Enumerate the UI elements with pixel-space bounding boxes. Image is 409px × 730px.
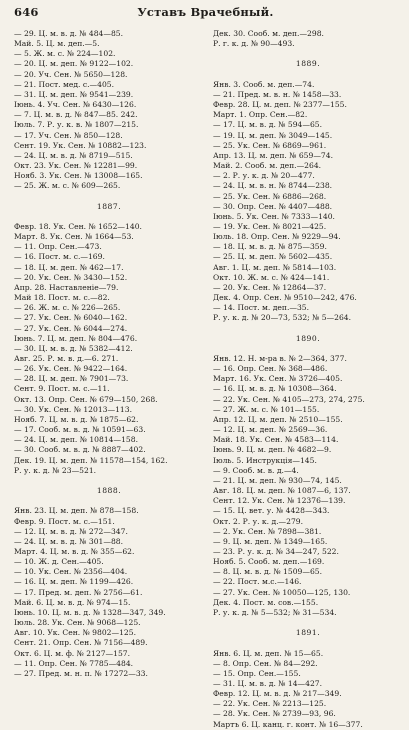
- index-entry: — 21. Пост. мед. с.—405.: [14, 79, 115, 89]
- index-entry: Окт. 6. Ц. м. ф. № 2127—157.: [14, 648, 131, 658]
- index-entry: Дек. 4. Опр. Сен. № 9510—242, 476.: [213, 293, 357, 303]
- index-entry: Февр. 28. Ц. м. деп. № 2377—155.: [213, 100, 347, 110]
- index-entry: — 31. Ц. м. деп. № 9541—239.: [14, 89, 134, 99]
- index-entry: Сент. 19. Ук. Сен. № 10882—123.: [14, 140, 147, 150]
- index-entry: Май. 18. Ук. Сен. № 4583—114.: [213, 435, 339, 445]
- index-entry: — 30. Опр. Сен. № 4407—488.: [213, 201, 333, 211]
- year-heading: 1889.: [295, 59, 321, 69]
- index-entry: Іюль. 7. Р. у. к. в. № 1807—215.: [14, 120, 139, 130]
- blank-line: [14, 496, 204, 506]
- index-entry: Май 18. Пост. м. с.—82.: [14, 293, 110, 303]
- index-entry: Авг. 25. Р. м. в. д.—6. 271.: [14, 354, 119, 363]
- index-entry: — 22. Ук. Сен. № 2213—125.: [213, 699, 327, 709]
- blank-line: [213, 618, 403, 628]
- index-entry: Нояб. 3. Ук. Сен. № 13008—165.: [14, 171, 143, 181]
- index-entry: — 29. Ц. м. в. д. № 484—85.: [14, 29, 124, 38]
- index-entry: — 11. Опр. Сен.—473.: [14, 242, 102, 252]
- index-entry: — 27. Ук. Сен. № 6044—274.: [14, 323, 128, 333]
- blank-line: [14, 476, 204, 486]
- index-entry: Окт. 2. Р. у. к. д.—279.: [213, 516, 304, 526]
- index-entry: — 28. Ц. м. деп. № 7901—73.: [14, 374, 129, 384]
- index-entry: Май. 2. Сооб. м. деп.—264.: [213, 161, 322, 171]
- index-entry: Окт. 23. Ук. Сен. № 12281—99.: [14, 161, 138, 171]
- index-entry: Іюль. 5. Инструкція—145.: [213, 455, 317, 465]
- index-entry: Янв. 12. Н. м-ра в. № 2—364, 377.: [213, 354, 347, 363]
- index-entry: Авг. 18. Ц. м. деп. № 1087—6, 137.: [213, 486, 351, 496]
- index-entry: Сент. 9. Пост. м. с.—11.: [14, 384, 110, 394]
- index-entry: — 2. Р. у. к. д. № 20—477.: [213, 171, 315, 181]
- index-entry: — 27. Ук. Сен. № 10050—125, 130.: [213, 587, 351, 597]
- page-number: 646: [14, 5, 39, 19]
- index-entry: Мартъ 6. Ц. канц. г. конт. № 16—377.: [213, 719, 363, 729]
- index-entry: Апр. 12. Ц. м. деп. № 2510—155.: [213, 414, 343, 424]
- index-entry: — 18. Ц. м. в. д. № 875—359.: [213, 242, 327, 252]
- index-entry: Март. 1. Опр. Сен.—82.: [213, 110, 308, 120]
- index-entry: Янв. 3. Сооб. м. деп.—74.: [213, 79, 315, 89]
- index-entry: — 25. Ц. м. деп. № 5602—435.: [213, 252, 333, 262]
- index-entry: — 20. Ук. Сен. № 3430—152.: [14, 272, 128, 282]
- index-entry: — 15. Опр. Сен.—155.: [213, 668, 301, 678]
- index-entry: — 20. Уч. Сен. № 5650—128.: [14, 69, 128, 79]
- index-entry: — 9. Сооб. м. в. д.—4.: [213, 465, 299, 475]
- index-entry: — 25. Ук. Сен. № 6886—268.: [213, 191, 327, 201]
- index-entry: — 18. Ц. м. деп. № 462—17.: [14, 262, 124, 272]
- index-entry: Авг. 10. Ук. Сен. № 9802—125.: [14, 628, 137, 638]
- index-entry: Март. 4. Ц. м. в. д. № 355—62.: [14, 546, 135, 556]
- index-entry: Март. 8. Ук. Сен. № 1664—53.: [14, 232, 134, 242]
- index-entry: — 10. Ук. Сен. № 2356—404.: [14, 567, 128, 577]
- index-entry: — 30. Сооб. м. в. д. № 8887—402.: [14, 445, 146, 455]
- index-entry: Іюнь. 7. Ц. м. деп. № 804—476.: [14, 333, 138, 343]
- blank-line: [14, 192, 204, 202]
- index-entry: — 30. Ук. Сен. № 12013—113.: [14, 404, 133, 414]
- index-entry: — 27. Ук. Сен. № 6040—162.: [14, 313, 128, 323]
- index-entry: — 15. Ц. вет. у. № 4428—343.: [213, 506, 330, 516]
- index-entry: — 16. Опр. Сен. № 368—486.: [213, 364, 328, 374]
- index-entry: Нояб. 5. Сооб. м. деп.—169.: [213, 557, 325, 567]
- index-entry: — 17. Сооб. м. в. д. № 10591—63.: [14, 425, 146, 435]
- index-entry: Р. у. к. д. № 23—521.: [14, 465, 97, 475]
- blank-line: [213, 344, 403, 354]
- index-entry: — 9. Ц. м. деп. № 1349—165.: [213, 536, 328, 546]
- index-entry: — 26. Ук. Сен. № 9422—164.: [14, 364, 128, 374]
- blank-line: [213, 49, 403, 59]
- index-entry: — 11. Опр. Сен. № 7785—484.: [14, 658, 134, 668]
- index-entry: — 27. Пред. м. н. п. № 17272—33.: [14, 668, 148, 678]
- index-entry: Р. у. к. д. № 5—532; № 31—534.: [213, 607, 337, 617]
- index-entry: Сент. 21. Опр. Сен. № 7156—489.: [14, 638, 148, 648]
- index-entry: — 27. Ж. м. с. № 101—155.: [213, 404, 320, 414]
- index-entry: — 22. Пост. м.с.—146.: [213, 577, 302, 587]
- index-entry: Февр. 9. Пост. м. с.—151.: [14, 516, 115, 526]
- index-entry: — 25. Ж. м. с. № 609—265.: [14, 181, 121, 191]
- index-entry: Авг. 1. Ц. м. деп. № 5814—103.: [213, 262, 337, 272]
- index-entry: — 24. Ц. м. в. д. № 301—88.: [14, 536, 124, 546]
- index-entry: — 14. Пост. м. деп.—35.: [213, 303, 310, 313]
- index-entry: Февр. 12. Ц. м. в. д. № 217—349.: [213, 689, 342, 699]
- index-entry: Іюнь. 9. Ц. м. деп. № 4682—9.: [213, 445, 332, 455]
- index-entry: — 17. Пред. м. деп. № 2756—61.: [14, 587, 143, 597]
- index-entry: Іюль. 28. Ук. Сен. № 9068—125.: [14, 618, 141, 628]
- blank-line: [14, 212, 204, 222]
- index-entry: — 31. Ц. м. в. д. № 14—427.: [213, 679, 323, 688]
- index-entry: — 24. Ц. м. деп. № 10814—158.: [14, 435, 138, 445]
- index-entry: — 19. Ук. Сен. № 8021—425.: [213, 221, 327, 231]
- index-entry: — 20. Ц. м. деп. № 9122—102.: [14, 59, 134, 69]
- index-entry: — 7. Ц. м. в. д. № 847—85. 242.: [14, 110, 138, 120]
- index-entry: — 25. Ук. Сен. № 6869—961.: [213, 140, 327, 150]
- index-entry: Апр. 13. Ц. м. деп. № 659—74.: [213, 150, 333, 160]
- index-entry: — 26. Ж. м. с. № 226—265.: [14, 303, 121, 313]
- index-entry: Май. 5. Ц. м. деп.—5.: [14, 39, 100, 49]
- blank-line: [213, 70, 403, 80]
- index-entry: Апр. 28. Наставленіе—79.: [14, 282, 119, 292]
- index-entry: — 5. Ж. м. с. № 224—102.: [14, 49, 116, 59]
- index-entry: — 24. Ц. м. в. д. № 8719—515.: [14, 150, 133, 160]
- index-entry: — 21. Пред. м. в. н. № 1458—33.: [213, 89, 342, 99]
- index-entry: — 2. Ук. Сен. № 7898—381.: [213, 526, 322, 536]
- index-entry: Нояб. 7. Ц. м. в. д. № 1875—62.: [14, 414, 139, 424]
- year-heading: 1891.: [295, 628, 321, 638]
- index-entry: Іюнь. 4. Уч. Сен. № 6430—126.: [14, 100, 137, 110]
- index-entry: Янв. 23. Ц. м. деп. № 878—158.: [14, 506, 139, 516]
- index-entry: Сент. 12. Ук. Сен. № 12376—139.: [213, 496, 346, 506]
- index-entry: Февр. 18. Ук. Сен. № 1652—140.: [14, 221, 142, 231]
- index-entry: — 12. Ц. м. деп. № 2569—36.: [213, 425, 328, 435]
- index-entry: Іюль. 18. Опр. Сен. № 9229—94.: [213, 232, 341, 242]
- index-entry: — 24. Ц. м. в. н. № 8744—238.: [213, 181, 333, 191]
- index-entry: — 28. Ук. Сен. № 2739—93, 96.: [213, 709, 336, 719]
- index-entry: — 10. Ж. д. Сен.—405.: [14, 557, 104, 567]
- index-entry: Р. г. к. д. № 90—493.: [213, 39, 295, 49]
- index-entry: — 12. Ц. м. в. д. № 272—347.: [14, 526, 128, 536]
- index-entry: — 21. Ц. м. деп. № 930—74, 145.: [213, 475, 342, 485]
- index-entry: — 16. Ц. м. деп. № 1199—426.: [14, 577, 134, 587]
- left-column: [14, 29, 204, 678]
- index-entry: — 17. Уч. Сен. № 850—128.: [14, 130, 123, 140]
- index-entry: — 19. Ц. м. деп. № 3049—145.: [213, 130, 333, 140]
- blank-line: [213, 638, 403, 648]
- running-title: Уставъ Врачебный.: [137, 5, 274, 19]
- index-entry: Дек. 19. Ц. м. деп. № 11578—154, 162.: [14, 455, 168, 465]
- year-heading: 1887.: [96, 201, 122, 211]
- index-entry: Дек. 4. Пост. м. сов.—155.: [213, 597, 319, 607]
- right-column: [213, 29, 403, 729]
- index-entry: — 30. Ц. м. в. д. № 5382—412.: [14, 343, 133, 353]
- index-entry: — 17. Ц. м. в. д. № 594—65.: [213, 120, 323, 130]
- index-entry: Іюнь. 10. Ц. м. в. д. № 1328—347, 349.: [14, 607, 166, 617]
- index-entry: — 23. Р. у. к. д. № 34—247, 522.: [213, 546, 339, 556]
- index-entry: — 16. Ц. м. в. д. № 10308—364.: [213, 384, 337, 394]
- index-entry: Май. 6. Ц. м. в. д. № 974—15.: [14, 597, 131, 607]
- index-entry: Окт. 13. Опр. Сен. № 679—150, 268.: [14, 394, 158, 404]
- index-entry: Янв. 6. Ц. м. деп. № 15—65.: [213, 648, 324, 658]
- year-heading: 1890.: [295, 333, 321, 343]
- index-entry: Дек. 30. Сооб. м. деп.—298.: [213, 29, 324, 38]
- year-heading: 1888.: [96, 486, 122, 496]
- page-header: [14, 3, 397, 23]
- index-entry: Март. 16. Ук. Сен. № 3726—405.: [213, 374, 343, 384]
- blank-line: [213, 324, 403, 334]
- index-entry: — 16. Пост. м. с.—169.: [14, 252, 105, 262]
- index-entry: Іюнь. 5. Ук. Сен. № 7333—140.: [213, 211, 335, 221]
- index-entry: — 22. Ук. Сен. № 4105—273, 274, 275.: [213, 394, 365, 404]
- index-entry: Окт. 10. Ж. м. с. № 424—141.: [213, 272, 330, 282]
- index-entry: — 8. Опр. Сен. № 84—292.: [213, 658, 318, 668]
- index-entry: — 20. Ук. Сен. № 12864—37.: [213, 282, 327, 292]
- index-entry: — 8. Ц. м. в. д. № 1509—65.: [213, 567, 323, 577]
- index-entry: Р. у. к. д. № 20—73, 532; № 5—264.: [213, 313, 352, 323]
